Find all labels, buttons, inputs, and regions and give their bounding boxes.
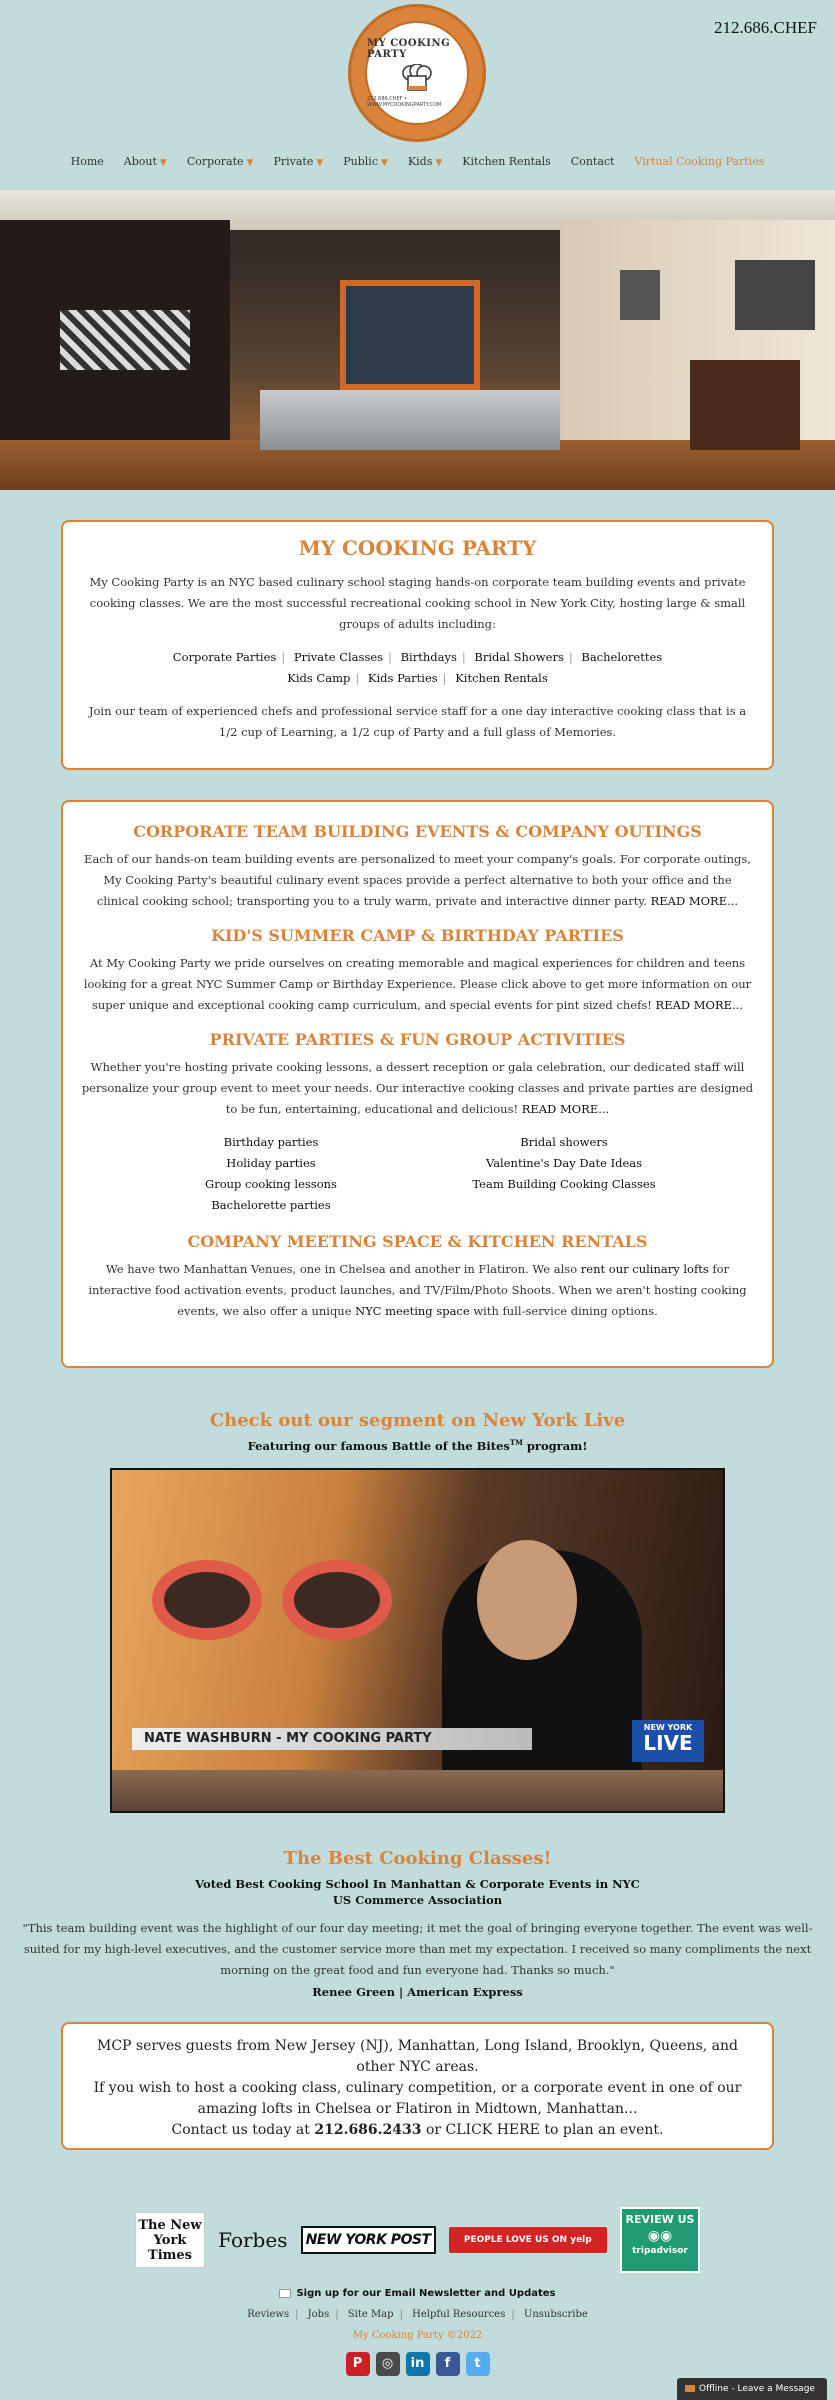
nav-virtual-label: Virtual Cooking Parties	[634, 155, 765, 168]
rentals-text	[81, 1259, 754, 1322]
footer-jobs-link[interactable]: Jobs	[307, 2309, 330, 2320]
private-text	[81, 1057, 754, 1120]
envelope-icon	[279, 2289, 291, 2298]
video-chef-face	[477, 1540, 577, 1660]
cat-kids-camp[interactable]: Kids Camp	[287, 671, 351, 685]
footer-site-map-link[interactable]: Site Map	[347, 2309, 394, 2320]
event-list-left	[141, 1132, 401, 1216]
footer-helpful-resources-link[interactable]: Helpful Resources	[412, 2309, 506, 2320]
footer-unsubscribe-link[interactable]: Unsubscribe	[523, 2309, 588, 2320]
cat-kitchen-rentals[interactable]: Kitchen Rentals	[455, 671, 548, 685]
event-type-lists	[81, 1132, 754, 1216]
ny-live-sub-b: program!	[522, 1438, 588, 1453]
contact-line	[83, 2120, 752, 2141]
cat-kids-parties[interactable]: Kids Parties	[367, 671, 438, 685]
nav-contact-label: Contact	[570, 155, 615, 168]
nav-private[interactable]	[263, 155, 333, 168]
list-item[interactable]: Team Building Cooking Classes	[472, 1177, 656, 1191]
pinterest-icon[interactable]: P	[346, 2352, 370, 2376]
private-read-more-link[interactable]: READ MORE...	[521, 1102, 610, 1116]
ny-live-subtitle	[0, 1438, 835, 1453]
hero-wall-photo	[620, 270, 660, 320]
contact-pre: Contact us today at	[171, 2122, 315, 2138]
cat-corporate-parties[interactable]: Corporate Parties	[172, 650, 277, 664]
kids-read-more-link[interactable]: READ MORE...	[655, 998, 743, 1012]
newsletter-signup-link[interactable]	[0, 2288, 835, 2299]
separator: |	[511, 2309, 515, 2320]
hero-dresser	[690, 360, 800, 450]
cat-bridal-showers[interactable]: Bridal Showers	[474, 650, 564, 664]
video-counter	[112, 1770, 725, 1813]
footer-reviews-link[interactable]: Reviews	[247, 2309, 290, 2320]
kids-body: At My Cooking Party we pride ourselves on creating memorable and magical experiences for children and teens looking for a great NYC Summer Camp or Birthday Experience. Please click above to get more information on our super unique and exceptional cooking camp curriculum, and special events for pint sized chefs!	[83, 956, 752, 1012]
separator: |	[281, 650, 286, 664]
service-area-text: MCP serves guests from New Jersey (NJ), Manhattan, Long Island, Brooklyn, Queens, and other NYC areas.	[97, 2038, 738, 2075]
owl-icon: ◉◉	[647, 2228, 673, 2244]
private-title[interactable]: PRIVATE PARTIES & FUN GROUP ACTIVITIES	[209, 1030, 626, 1049]
separator: |	[335, 2309, 339, 2320]
cat-private-classes[interactable]: Private Classes	[293, 650, 384, 664]
chat-widget[interactable]	[677, 2378, 827, 2400]
cat-birthdays[interactable]: Birthdays	[400, 650, 457, 664]
header-phone[interactable]: 212.686.CHEF	[714, 18, 817, 37]
intro-card	[61, 520, 774, 770]
rent-lofts-link[interactable]: rent our culinary lofts	[580, 1262, 709, 1276]
chat-label: Offline - Leave a Message	[699, 2384, 815, 2394]
corporate-read-more-link[interactable]: READ MORE...	[650, 894, 739, 908]
site-header	[0, 0, 835, 190]
award-line: Voted Best Cooking School In Manhattan & Corporate Events in NYC	[195, 1877, 640, 1891]
services-card	[61, 800, 774, 1368]
click-here-link[interactable]: CLICK HERE	[445, 2122, 540, 2138]
kids-title[interactable]: KID'S SUMMER CAMP & BIRTHDAY PARTIES	[211, 926, 624, 945]
badge-top: NEW YORK	[643, 1723, 693, 1732]
new-york-live-badge	[632, 1720, 704, 1762]
rentals-text-a: We have two Manhattan Venues, one in Chelsea and another in Flatiron. We also	[105, 1262, 581, 1276]
service-area-card	[61, 2022, 774, 2150]
forbes-logo[interactable]: Forbes	[218, 2228, 288, 2252]
nav-contact[interactable]	[561, 155, 625, 168]
copyright: My Cooking Party ©2022	[352, 2330, 483, 2341]
nav-about[interactable]	[114, 155, 177, 168]
separator: |	[355, 671, 360, 685]
separator: |	[442, 671, 447, 685]
kids-text	[81, 953, 754, 1016]
hero-kitchen-image	[0, 190, 835, 490]
nav-corporate-label: Corporate	[186, 155, 244, 168]
intro-text: My Cooking Party is an NYC based culinary school staging hands-on corporate team building events and private cooking classes. We are the most successful recreational cooking school in New York City, hosting large & small groups of adults including:	[89, 575, 746, 631]
chevron-down-icon: ▼	[316, 158, 324, 168]
nav-public-label: Public	[343, 155, 378, 168]
corporate-body: Each of our hands-on team building events are personalized to meet your company's goals. For corporate outings, My Cooking Party's beautiful culinary event spaces provide a perfect alternative to both your office and the clinical cooking school; transporting you to a truly warm, private and interactive dinner party.	[84, 852, 751, 908]
list-item[interactable]: Holiday parties	[226, 1156, 316, 1170]
host-event-text: If you wish to host a cooking class, culinary competition, or a corporate event in one of our amazing lofts in Chelsea or Flatiron in Midtown, Manhattan...	[93, 2080, 742, 2117]
hero-steel-tables	[260, 390, 560, 450]
list-item[interactable]: Group cooking lessons	[205, 1177, 337, 1191]
testimonial-quote: "This team building event was the highlight of our four day meeting; it met the goal of bringing everyone together. The event was well-suited for my high-level executives, and the customer service more than met my expectation. I received so many compliments the next morning on the great food and fun everyone had. Thanks so much."	[22, 1921, 813, 1977]
chevron-down-icon: ▼	[246, 158, 254, 168]
main-nav	[0, 155, 835, 168]
hero-backsplash	[60, 310, 190, 370]
badge-main: LIVE	[643, 1731, 693, 1755]
nav-virtual-cooking-parties[interactable]	[624, 155, 774, 168]
list-item[interactable]: Bridal showers	[520, 1135, 608, 1149]
chef-hat-icon	[401, 64, 433, 92]
tripadvisor-badge[interactable]	[620, 2207, 700, 2273]
category-links	[85, 647, 750, 689]
yelp-badge[interactable]: PEOPLE LOVE US ON yelp	[449, 2227, 607, 2253]
nav-home[interactable]	[61, 155, 114, 168]
meeting-space-link[interactable]: NYC meeting space	[355, 1304, 470, 1318]
separator: |	[388, 650, 392, 664]
corporate-title[interactable]: CORPORATE TEAM BUILDING EVENTS & COMPANY OUTINGS	[133, 822, 702, 841]
contact-or: or	[421, 2122, 446, 2138]
linkedin-icon[interactable]: in	[406, 2352, 430, 2376]
rentals-text-b: for interactive food activation events, product launches, and TV/Film/Photo Shoots. When we aren't hosting cooking events, we also offer a unique	[88, 1262, 747, 1318]
private-body: Whether you're hosting private cooking lessons, a dessert reception or gala celebration, our dedicated staff will personalize your group event to meet your needs. Our interactive cooking classes and private parties are designed to be fun, entertaining, educational and delicious!	[81, 1060, 754, 1116]
trademark: TM	[509, 1438, 523, 1447]
award-source: US Commerce Association	[332, 1893, 503, 1907]
list-item[interactable]: Valentine's Day Date Ideas	[485, 1156, 643, 1170]
rentals-title[interactable]: COMPANY MEETING SPACE & KITCHEN RENTALS	[187, 1232, 648, 1251]
contact-phone-link[interactable]: 212.686.2433	[314, 2122, 422, 2138]
social-links	[0, 2352, 835, 2376]
nav-kids-label: Kids	[407, 155, 433, 168]
press-logos	[135, 2205, 700, 2275]
trip-review-label: REVIEW US	[625, 2213, 695, 2226]
nav-public[interactable]	[333, 155, 398, 168]
newsletter-label: Sign up for our Email Newsletter and Updates	[296, 2288, 556, 2299]
logo-inner	[365, 21, 469, 125]
intro-title: MY COOKING PARTY	[298, 536, 537, 560]
logo-title: MY COOKING PARTY	[367, 38, 451, 60]
nav-home-label: Home	[70, 155, 104, 168]
hero-wall-photo	[735, 260, 815, 330]
hero-window	[340, 280, 480, 390]
best-classes-title: The Best Cooking Classes!	[283, 1848, 552, 1869]
chevron-down-icon: ▼	[381, 158, 388, 168]
site-logo[interactable]	[348, 4, 486, 142]
intro-closing: Join our team of experienced chefs and professional service staff for a one day interactive cooking class that is a 1/2 cup of Learning, a 1/2 cup of Party and a full glass of Memories.	[88, 704, 747, 739]
facebook-icon[interactable]: f	[436, 2352, 460, 2376]
mail-icon	[685, 2385, 695, 2392]
cat-bachelorettes[interactable]: Bachelorettes	[581, 650, 663, 664]
contact-post: to plan an event.	[539, 2122, 664, 2138]
event-list-right	[434, 1132, 694, 1216]
ny-live-title: Check out our segment on New York Live	[209, 1410, 626, 1431]
best-classes-subtitle	[0, 1876, 835, 1908]
chevron-down-icon: ▼	[159, 158, 167, 168]
nav-about-label: About	[123, 155, 157, 168]
corporate-text	[81, 849, 754, 912]
ny-live-sub-a: Featuring our famous Battle of the Bites	[247, 1438, 510, 1453]
list-item[interactable]: Bachelorette parties	[211, 1198, 331, 1212]
separator: |	[399, 2309, 403, 2320]
nav-kitchen-rentals-label: Kitchen Rentals	[462, 155, 551, 168]
separator: |	[568, 650, 573, 664]
nav-private-label: Private	[273, 155, 314, 168]
video-sunglasses	[282, 1560, 392, 1640]
nav-corporate[interactable]	[177, 155, 264, 168]
separator: |	[461, 650, 466, 664]
list-item[interactable]: Birthday parties	[223, 1135, 319, 1149]
chevron-down-icon: ▼	[435, 158, 443, 168]
footer-links	[0, 2309, 835, 2320]
separator: |	[295, 2309, 299, 2320]
ny-post-logo[interactable]: NEW YORK POST	[301, 2226, 436, 2254]
logo-subtitle: 212.686.CHEF • WWW.MYCOOKINGPARTY.COM	[367, 96, 442, 108]
testimonial-author: Renee Green | American Express	[312, 1985, 523, 1999]
video-sunglasses	[152, 1560, 262, 1640]
video-lower-third-text: NATE WASHBURN - MY COOKING PARTY	[144, 1731, 432, 1746]
twitter-icon[interactable]: t	[466, 2352, 490, 2376]
trip-name: tripadvisor	[632, 2246, 688, 2256]
ny-live-video[interactable]	[110, 1468, 725, 1813]
nav-kids[interactable]	[398, 155, 452, 168]
nyt-logo[interactable]: The New York Times	[135, 2212, 205, 2268]
nav-kitchen-rentals[interactable]	[452, 155, 561, 168]
rentals-text-c: with full-service dining options.	[469, 1304, 658, 1318]
instagram-icon[interactable]: ◎	[376, 2352, 400, 2376]
